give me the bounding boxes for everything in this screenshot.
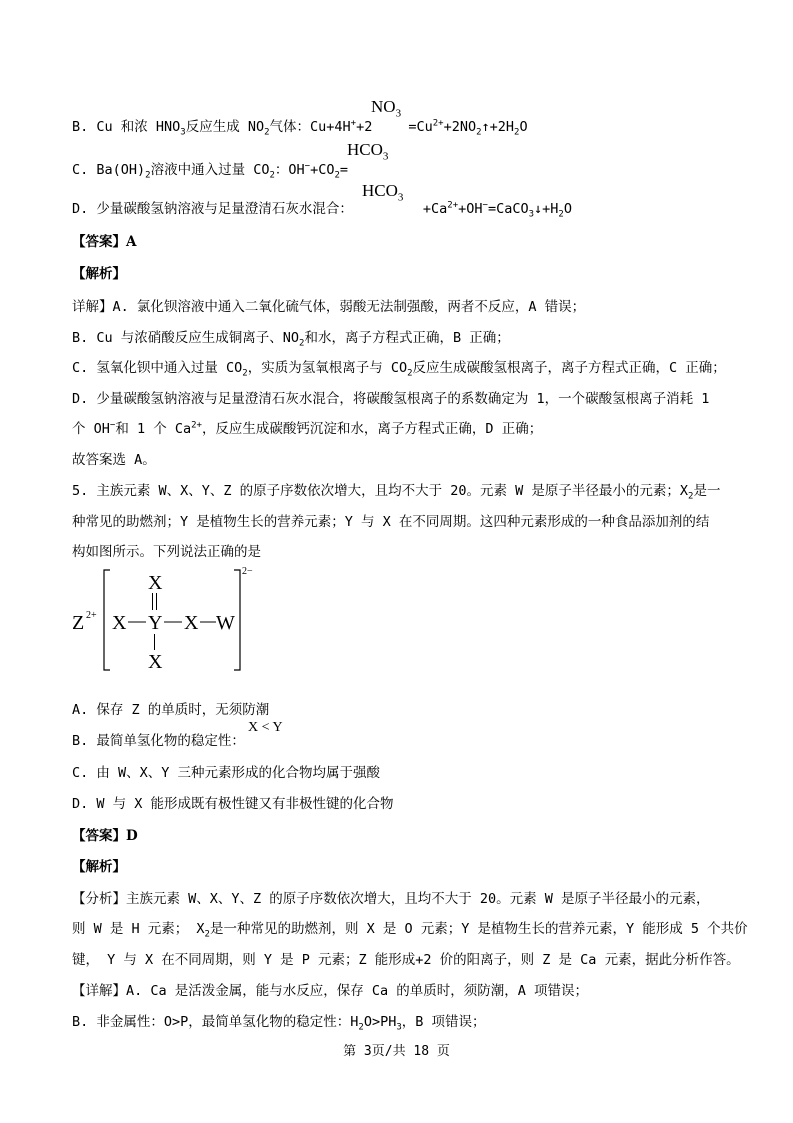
z-cation-label: Z — [72, 612, 85, 634]
question-5-line-3: 构如图所示。下列说法正确的是 — [72, 544, 261, 560]
analysis-line-1: 【分析】主族元素 W、X、Y、Z 的原子序数依次增大，且均不大于 20。元素 W 是原子半径最小的元素， — [72, 891, 710, 907]
explain-c: C. 氢氧化钡中通入过量 $CO_2$，实质为氢氧根离子与 $CO_2$反应生成碳酸氢根离子，离子方程式正确，C 正确； — [72, 360, 726, 379]
explain-a: 详解】A. 氯化钡溶液中通入二氧化硫气体，弱酸无法制强酸，两者不反应，A 错误； — [72, 299, 586, 315]
atom-x-top: X — [148, 572, 163, 594]
question-5-line-1: 5. 主族元素 W、X、Y、Z 的原子序数依次增大，且均不大于 20。元素 W 是原子半径最小的元素；$X_2$是一 — [72, 483, 721, 502]
option-5b: B. 最简单氢化物的稳定性： — [72, 733, 245, 749]
option-c-line: C. $Ba(OH)_2$溶液中通入过量 $CO_2$：$OH^-+CO_2=$ — [72, 161, 349, 181]
right-bracket — [234, 570, 240, 670]
answer-label-1: 【答案】A — [72, 234, 137, 250]
option-d-line: D. 少量碳酸氢钠溶液与足量澄清石灰水混合： $+Ca^{2+}+OH^-=CaCO_3↓+H_2O$ — [72, 200, 572, 220]
option-5d: D. W 与 X 能形成既有极性键又有非极性键的化合物 — [72, 796, 394, 812]
bicarbonate-ion-formula: $HCO_3$ — [347, 140, 389, 163]
page-footer: 第 3页/共 18 页 — [343, 1044, 450, 1059]
molecular-structure-diagram — [72, 566, 272, 676]
analysis-line-3: 键， Y 与 X 在不同周期，则 Y 是 P 元素；Z 能形成+2 价的阳离子，则 Z 是 Ca 元素，据此分析作答。 — [72, 952, 740, 968]
explain-d-1: D. 少量碳酸氢钠溶液与足量澄清石灰水混合，将碳酸氢根离子的系数确定为 1，一个碳酸氢根离子消耗 1 — [72, 391, 710, 407]
left-bracket — [104, 570, 110, 670]
option-5b-formula: X < Y — [248, 720, 283, 735]
detail-a: 【详解】A. Ca 是活泼金属，能与水反应，保存 Ca 的单质时，须防潮，A 项错误； — [72, 983, 589, 999]
explain-d-2: 个 OH−和 1 个 $Ca^{2+}$，反应生成碳酸钙沉淀和水，离子方程式正确，D 正确； — [72, 420, 543, 437]
question-5-line-2: 种常见的助燃剂；Y 是植物生长的营养元素；Y 与 X 在不同周期。这四种元素形成的一种食品添加剂的结 — [72, 514, 710, 530]
atom-x-left: X — [112, 612, 127, 634]
explain-conclusion: 故答案选 A。 — [72, 452, 156, 468]
anion-charge: 2− — [242, 566, 253, 577]
atom-x-bottom: X — [148, 651, 163, 673]
nitrate-ion-formula: $NO_3$ — [371, 97, 402, 120]
z-cation-charge: 2+ — [86, 610, 97, 621]
analysis-label-1: 【解析】 — [72, 266, 126, 282]
explain-b: B. Cu 与浓硝酸反应生成铜离子、$NO_2$和水，离子方程式正确，B 正确； — [72, 330, 510, 349]
detail-b: B. 非金属性：O>P，最简单氢化物的稳定性：$H_2O>PH_3$，B 项错误； — [72, 1014, 486, 1033]
option-5a: A. 保存 Z 的单质时，无须防潮 — [72, 702, 270, 718]
option-b-line: B. Cu 和浓 $HNO_3$反应生成 $NO_2$气体：$Cu+4H^++2 =Cu^{2+}+2NO_2↑+2H_2O$ — [72, 118, 528, 138]
atom-x-right: X — [184, 612, 199, 634]
answer-label-2: 【答案】D — [72, 828, 138, 844]
atom-y-center: Y — [148, 612, 163, 634]
option-5c: C. 由 W、X、Y 三种元素形成的化合物均属于强酸 — [72, 765, 381, 781]
analysis-label-2: 【解析】 — [72, 859, 126, 875]
atom-w: W — [216, 612, 235, 634]
analysis-line-2: 则 W 是 H 元素； $X_2$是一种常见的助燃剂，则 X 是 O 元素；Y 是植物生长的营养元素，Y 能形成 5 个共价 — [72, 921, 748, 940]
bicarbonate-ion-formula-d: $HCO_3$ — [362, 181, 404, 204]
